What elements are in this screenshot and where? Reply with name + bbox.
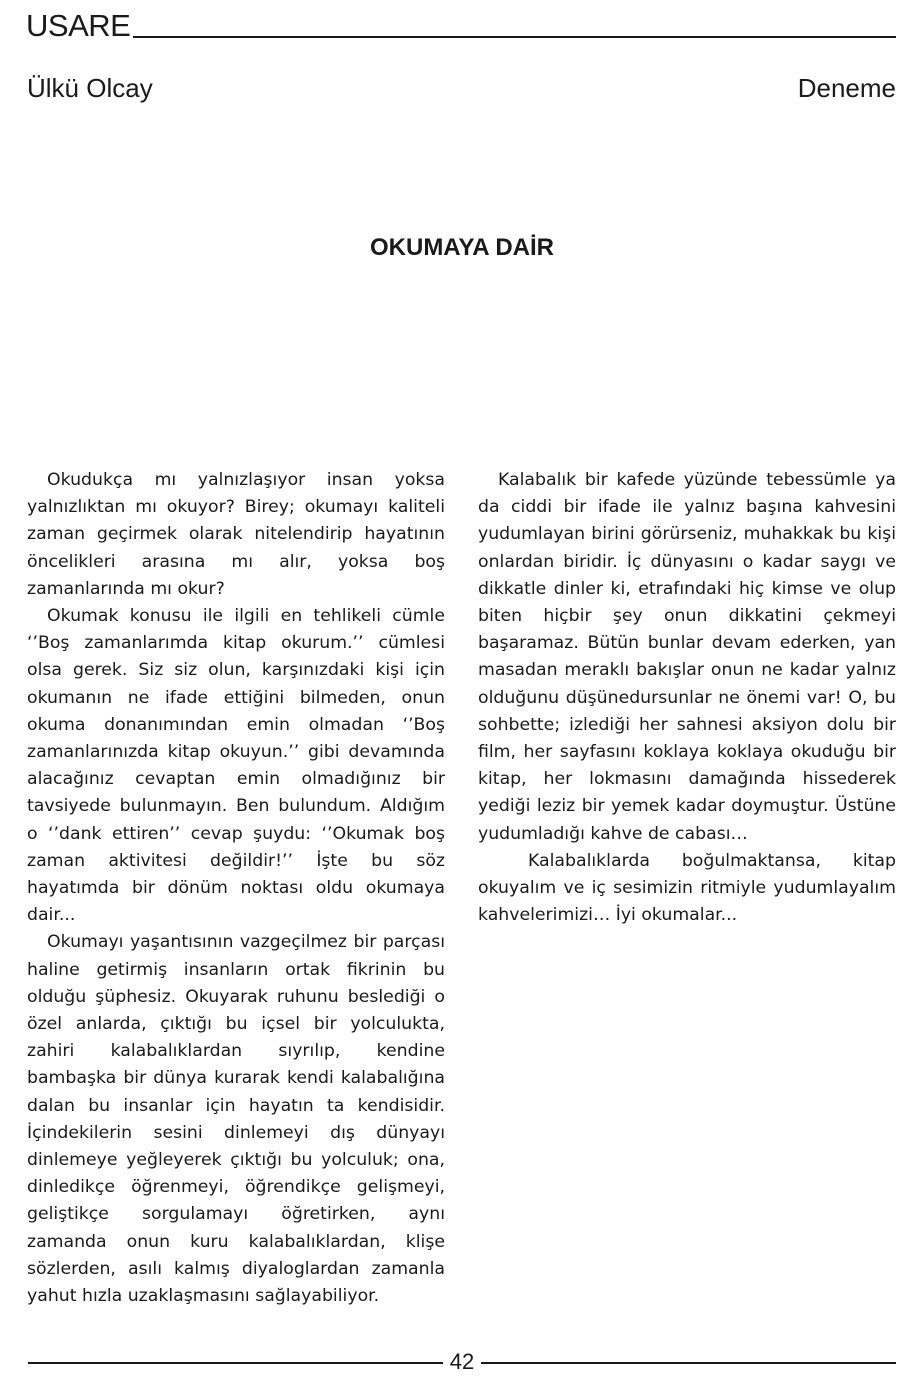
left-column [27, 467, 445, 1310]
page-number: 42 [449, 1349, 475, 1374]
paragraph: Okudukça mı yalnızlaşıyor insan yoksa yalnızlıktan mı okuyor? Birey; okumayı kaliteli zaman geçirmek olarak nitelendirip hayatının öncelikleri arasına mı alır, yoksa boş zamanlarında mı okur? [27, 470, 445, 599]
author-name: Ülkü Olcay [27, 73, 153, 103]
genre-label: Deneme [797, 73, 896, 103]
article-title: OKUMAYA DAİR [369, 234, 555, 261]
paragraph: Kalabalık bir kafede yüzünde tebessümle ya da ciddi bir ifade ile yalnız başına kahvesini yudumlayan birini görürseniz, muhakkak bu kişi onlardan biridir. İç dünyasını o kadar saygı ve dikkatle dinler ki, etrafındaki hiç kimse ve olup biten hiçbir şey onun dikkatini çekmeyi başaramaz. Bütün bunlar devam ederken, yan masadan meraklı bakışlar onun ne kadar yalnız olduğunu düşünedursunlar ne önemi var! O, bu sohbette; izlediği her sahnesi aksiyon dolu bir film, her sayfasını koklaya koklaya okuduğu bir kitap, her lokmasını damağında hissederek yediği leziz bir yemek kadar doymuştur. Üstüne yudumladığı kahve de cabası… [478, 470, 896, 844]
header-rule [133, 36, 896, 38]
paragraph: Kalabalıklarda boğulmaktansa, kitap okuyalım ve iç sesimizin ritmiyle yudumlayalım kahvelerimizi… İyi okumalar... [478, 850, 896, 926]
footer-rule-right [481, 1362, 896, 1364]
right-column [478, 467, 896, 929]
running-header [26, 6, 896, 46]
paragraph: Okumak konusu ile ilgili en tehlikeli cümle ‘’Boş zamanlarımda kitap okurum.’’ cümlesi olsa gerek. Siz siz olun, karşınızdaki kişi için okumanın ne ifade ettiğini bilmeden, onun okuma donanımından emin olmadan ‘’Boş zamanlarınızda kitap okuyun.’’ gibi devamında alacağınız cevaptan emin olmadığınız bir tavsiyede bulunmayın. Ben bulundum. Aldığım o ‘’dank ettiren’’ cevap şuydu: ‘’Okumak boş zaman aktivitesi değildir!’’ İşte bu söz hayatımda bir dönüm noktası oldu okumaya dair... [27, 606, 445, 926]
journal-name: USARE [26, 8, 131, 43]
footer-rule-left [28, 1362, 443, 1364]
paragraph: Okumayı yaşantısının vazgeçilmez bir parçası haline getirmiş insanların ortak fikrinin bu olduğu şüphesiz. Okuyarak ruhunu beslediği o özel anlarda, çıktığı bu içsel bir yolculukta, zahiri kalabalıklardan sıyrılıp, kendine bambaşka bir dünya kurarak kendi kalabalığına dalan bu insanlar için hayatın ta kendisidir. İçindekilerin sesini dinlemeyi dış dünyayı dinlemeye yeğleyerek çıktığı bu yolculuk; ona, dinledikçe öğrenmeyi, öğrendikçe gelişmeyi, geliştikçe sorgulamayı öğretirken, aynı zamanda onun kuru kalabalıklardan, klişe sözlerden, asılı kalmış diyaloglardan zamanla yahut hızla uzaklaşmasını sağlayabiliyor. [27, 932, 445, 1307]
